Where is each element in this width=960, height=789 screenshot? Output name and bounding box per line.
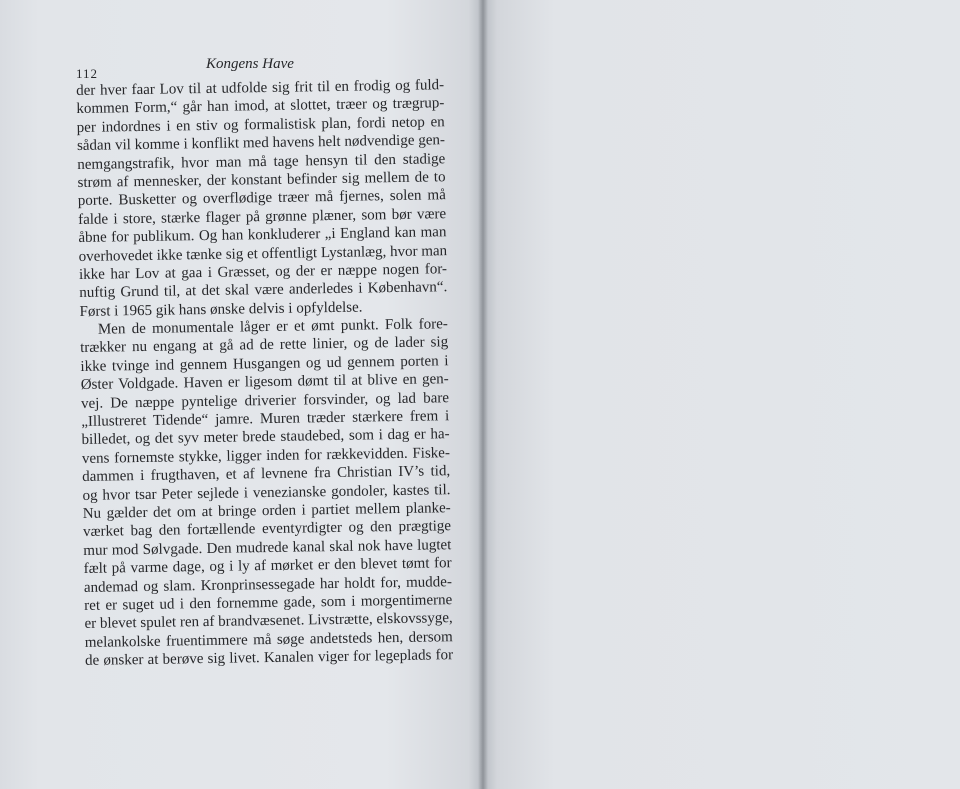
text-line: Nu gælder det om at bringe orden i partiet mellem planke- — [82, 500, 451, 522]
text-line: mur mod Sølvgade. Den mudrede kanal skal nok have lugtet — [83, 536, 452, 559]
text-line: strøm af mennesker, der konstant befinder sig mellem de to — [77, 169, 446, 191]
text-line: Men de monumentale låger er et ømt punkt. Folk fore- — [97, 316, 448, 338]
text-line: Først i 1965 gik hans ønske delvis i opfyldelse. — [79, 299, 363, 320]
text-line: „Illustreret Tidende“ jamre. Muren træder stærkere frem i — [81, 408, 450, 430]
text-line: er blevet spulet ren af brandvæsenet. Livstrætte, elskovssyge, — [84, 610, 453, 633]
body-text — [76, 76, 453, 670]
text-line: per indordnes i en stiv og formalistisk plan, fordi netop en — [76, 113, 445, 136]
text-line: værket bag den fortællende eventyrdigter og den prægtige — [82, 518, 452, 541]
right-page — [483, 0, 960, 789]
text-line: nuftig Grund til, at det skal være anderledes i København“. — [79, 279, 448, 302]
text-line: fælt på varme dage, og i ly af mørket er den blevet tømt for — [83, 555, 452, 578]
text-line: ikke tvinge ind gennem Husgangen og ud gennem porten i — [80, 353, 449, 375]
text-line: nemgangstrafik, hvor man må tage hensyn til den stadige — [77, 150, 446, 173]
text-line: falde i store, stærke flager på grønne plæner, som bør være — [78, 205, 447, 228]
text-line: vens fornemste stykke, ligger inden for rækkevidden. Fiske- — [81, 444, 450, 467]
text-line: vej. De næppe pyntelige driverier forsvinder, og lad bare — [80, 389, 450, 412]
book-gutter — [478, 0, 488, 789]
text-line: og hvor tsar Peter sejlede i venezianske gondoler, kastes til. — [82, 481, 451, 504]
text-line: åbne for publikum. Og han konkluderer „i England kan man — [78, 224, 447, 247]
running-title: Kongens Have — [206, 56, 294, 72]
text-line: ikke har Lov at gaa i Græsset, og der er næppe nogen for- — [78, 261, 448, 283]
text-line: ret er suget ud i den fornemme gade, som i morgentimerne — [84, 592, 453, 614]
text-line: dammen i frugthaven, et af levnene fra Christian IV’s tid, — [82, 463, 451, 486]
page-number: 112 — [76, 66, 99, 81]
text-line: der hver faar Lov til at udfolde sig frit til en frodig og fuld- — [76, 77, 445, 99]
text-line: billedet, og det syv meter brede staudebed, som i dag er ha- — [81, 426, 450, 449]
text-line: porte. Busketter og overflødige træer må fjernes, solen må — [77, 187, 446, 210]
text-line: trækker nu engang at gå ad de rette linier, og de lader sig — [80, 334, 449, 357]
text-line: kommen Form,“ går han imod, at slottet, træer og trægrup- — [76, 95, 445, 118]
text-line: andemad og slam. Kronprinsessegade har holdt for, mudde- — [83, 573, 453, 596]
text-line: sådan vil komme i konflikt med havens helt nødvendige gen- — [76, 132, 446, 155]
text-line: Øster Voldgade. Haven er ligesom dømt til at blive en gen- — [80, 371, 449, 394]
text-line: de ønsker at berøve sig livet. Kanalen viger for legeplads for — [84, 647, 454, 670]
text-line: melankolske fruentimmere må søge andetsteds hen, dersom — [84, 628, 453, 651]
text-line: overhovedet ikke tænke sig et offentligt Lystanlæg, hvor man — [78, 242, 447, 265]
